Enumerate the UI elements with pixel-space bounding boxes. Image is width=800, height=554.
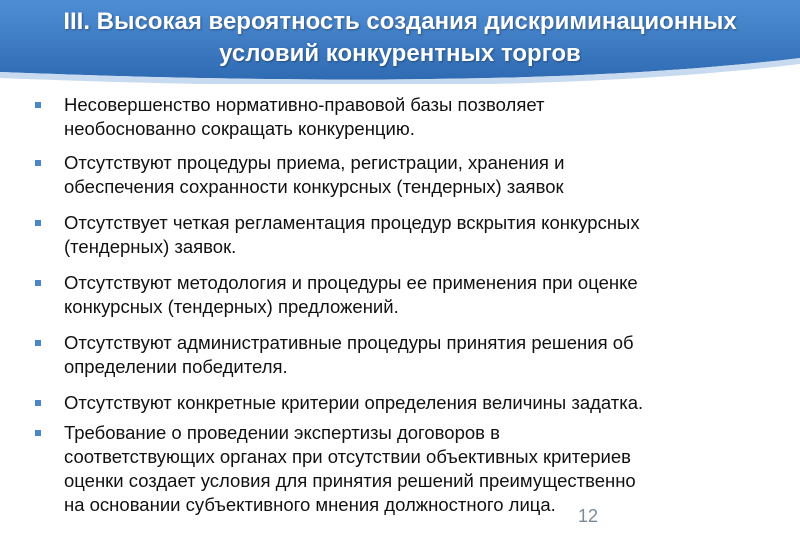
list-item-line: Несовершенство нормативно-правовой базы позволяет [64, 94, 545, 115]
slide-title-line1: III. Высокая вероятность создания дискриминационных [63, 8, 737, 35]
list-item [32, 271, 782, 319]
square-bullet-icon [35, 160, 41, 166]
square-bullet-icon [35, 102, 41, 108]
list-item-line: обеспечения сохранности конкурсных (тендерных) заявок [64, 176, 564, 197]
list-item [32, 421, 782, 517]
list-item-line: Отсутствует четкая регламентация процедур вскрытия конкурсных [64, 212, 640, 233]
square-bullet-icon [35, 220, 41, 226]
list-item [32, 211, 782, 259]
square-bullet-icon [35, 340, 41, 346]
list-item-line: определении победителя. [64, 356, 288, 377]
title-banner [0, 0, 800, 84]
list-item-line: соответствующих органах при отсутствии объективных критериев [64, 446, 632, 467]
list-item-line: необоснованно сокращать конкуренцию. [64, 118, 415, 139]
slide-title-line2: условий конкурентных торгов [219, 40, 581, 67]
list-item-line: оценки создает условия для принятия решений преимущественно [64, 470, 636, 491]
square-bullet-icon [35, 280, 41, 286]
slide-title [0, 6, 800, 70]
list-item [32, 93, 782, 141]
list-item-line: Отсутствуют процедуры приема, регистрации, хранения и [64, 152, 565, 173]
list-item-line: на основании субъективного мнения должностного лица. [64, 494, 556, 515]
list-item-line: Отсутствуют административные процедуры принятия решения об [64, 332, 634, 353]
list-item [32, 331, 782, 379]
list-item-line: (тендерных) заявок. [64, 236, 237, 257]
list-item-line: Отсутствуют методология и процедуры ее применения при оценке [64, 272, 638, 293]
page-number: 12 [578, 506, 599, 526]
square-bullet-icon [35, 430, 41, 436]
bullet-list [32, 93, 782, 517]
square-bullet-icon [35, 400, 41, 406]
list-item [32, 151, 782, 199]
list-item-line: конкурсных (тендерных) предложений. [64, 296, 399, 317]
list-item [32, 391, 782, 415]
list-item-line: Требование о проведении экспертизы договоров в [64, 422, 500, 443]
list-item-line: Отсутствуют конкретные критерии определения величины задатка. [64, 392, 644, 413]
